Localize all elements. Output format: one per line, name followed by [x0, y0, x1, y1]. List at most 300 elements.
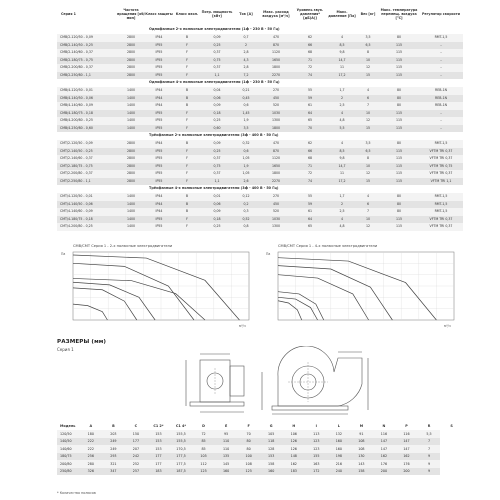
table-cell: 183 [147, 468, 170, 476]
table-cell: IP44 [145, 201, 173, 209]
table-cell: 115 [379, 110, 419, 118]
table-cell: 2800 [117, 42, 145, 50]
table-cell: 14,7 [327, 163, 357, 171]
table-cell: 126 [282, 445, 305, 453]
table-row [57, 178, 463, 186]
dims-header-cell: F [247, 424, 250, 428]
table-cell: F [173, 223, 201, 231]
table-cell: 177 [147, 460, 170, 468]
table-cell: 135 [215, 453, 238, 461]
table-cell: F [173, 72, 201, 80]
table-row [57, 170, 463, 178]
table-cell: 0,8 [233, 223, 259, 231]
table-cell: 7 [418, 438, 441, 446]
table-cell: VFTM TRI 0,37 [419, 170, 463, 178]
table-row [57, 201, 463, 209]
table-cell: IP55 [145, 223, 173, 231]
table-cell: IP55 [145, 148, 173, 156]
table-cell: 0,18 [201, 110, 233, 118]
table-cell: 1300 [259, 117, 293, 125]
table-cell: 4 [327, 34, 357, 42]
dims-header-cell: D [202, 424, 205, 428]
table-cell: 257 [125, 468, 148, 476]
table-cell: 115 [379, 216, 419, 224]
table-cell: F [173, 155, 201, 163]
table-cell: 0,06 [201, 201, 233, 209]
table-cell: 200 [373, 468, 396, 476]
table-cell: 1400 [117, 87, 145, 95]
table-cell: REB-1N [419, 95, 463, 103]
table-cell: 130 [350, 453, 373, 461]
table-cell: 1800 [259, 170, 293, 178]
table-cell: CMT/4-180/75 - 0,18 [57, 216, 117, 224]
table-cell: 68 [293, 155, 327, 163]
table-cell: 870 [259, 148, 293, 156]
table-cell: IP55 [145, 64, 173, 72]
table-cell: 0,75 [201, 57, 233, 65]
table-cell: 153 [147, 445, 170, 453]
table-cell: IP44 [145, 140, 173, 148]
table-cell: 72 [293, 64, 327, 72]
table-cell: IP55 [145, 125, 173, 133]
table-cell: 115 [379, 117, 419, 125]
table-cell: 2,8 [233, 64, 259, 72]
table-row [57, 148, 463, 156]
table-cell: IP55 [145, 42, 173, 50]
table-cell: 1650 [259, 163, 293, 171]
table-cell: 2 [233, 42, 259, 50]
table-cell: 0,01 [201, 193, 233, 201]
table-cell: 7 [357, 102, 379, 110]
spec-header-cell: Макс. давление [Па] [328, 10, 356, 18]
table-cell: 145 [215, 460, 238, 468]
spec-header-cell: Потр. мощность [кВт] [201, 10, 233, 18]
table-cell: 240 [328, 468, 351, 476]
table-cell: 270 [259, 87, 293, 95]
table-cell: 1120 [259, 49, 293, 57]
table-cell: 155 [305, 453, 328, 461]
table-cell: 180 [80, 430, 103, 438]
table-cell: 0,32 [233, 140, 259, 148]
table-cell: 64 [293, 110, 327, 118]
table-row [57, 57, 463, 65]
table-cell: 80 [379, 140, 419, 148]
table-cell: IP44 [145, 102, 173, 110]
table-cell: CMB/4-140/50 - 0,06 [57, 95, 117, 103]
table-cell: 80 [379, 201, 419, 209]
table-cell: 3,5 [357, 34, 379, 42]
table-cell: 8 [357, 49, 379, 57]
chart-4-pole [262, 240, 460, 330]
table-cell: 61 [293, 208, 327, 216]
table-cell: CMT/2-200/80 - 0,37 [57, 170, 117, 178]
dims-header-row [57, 422, 463, 430]
table-cell: 200 [395, 468, 418, 476]
table-cell: 6 [357, 201, 379, 209]
table-cell: 147 [373, 445, 396, 453]
table-cell: REB-1N [419, 87, 463, 95]
table-cell: 252 [125, 460, 148, 468]
table-cell: IP55 [145, 163, 173, 171]
table-cell: F [173, 42, 201, 50]
fan-drawing-icon [178, 346, 386, 418]
table-cell: 115 [379, 148, 419, 156]
table-cell: 0,25 [201, 117, 233, 125]
table-cell: 249 [102, 445, 125, 453]
table-cell: CMT/4-200/80 - 0,25 [57, 223, 117, 231]
table-cell: 147 [395, 445, 418, 453]
table-cell: 2270 [259, 72, 293, 80]
table-cell: 115 [379, 163, 419, 171]
table-cell: 6 [357, 95, 379, 103]
spec-header-cell: Вес [кг] [360, 12, 376, 17]
table-cell: 115 [379, 170, 419, 178]
table-cell: IP55 [145, 72, 173, 80]
table-cell: 9 [418, 453, 441, 461]
dims-header-cell: R [427, 424, 431, 428]
table-cell: 15 [357, 72, 379, 80]
spec-group-title: Трёхфазные 4-х полюсные электродвигатели (3ф - 400 В - 50 Гц) [57, 185, 463, 193]
spec-group-row [57, 26, 463, 34]
table-cell: 249 [102, 438, 125, 446]
table-cell: 5,5 [327, 125, 357, 133]
table-cell: 4 [357, 193, 379, 201]
table-cell: 187,5 [170, 468, 193, 476]
table-cell: 115 [379, 178, 419, 186]
table-cell: 80 [237, 438, 260, 446]
table-cell: 1,7 [327, 87, 357, 95]
table-row [57, 460, 463, 468]
table-cell: 0,37 [201, 49, 233, 57]
table-cell: 2800 [117, 72, 145, 80]
table-cell: 12 [357, 223, 379, 231]
table-cell: B [173, 201, 201, 209]
table-cell: 106 [282, 430, 305, 438]
table-cell: – [419, 42, 463, 50]
table-cell: 140/60 [57, 445, 80, 453]
table-row [57, 140, 463, 148]
table-cell: RMT-1,5 [419, 34, 463, 42]
table-cell: 321 [102, 460, 125, 468]
table-cell: 0,09 [201, 34, 233, 42]
table-cell: RMT-1,5 [419, 140, 463, 148]
table-cell: 7 [357, 208, 379, 216]
dims-header-cell: M [359, 424, 364, 428]
table-row [57, 163, 463, 171]
table-cell: 55 [293, 193, 327, 201]
table-row [57, 102, 463, 110]
table-row [57, 208, 463, 216]
dims-header-cell: A [89, 424, 93, 428]
table-cell: 1,9 [233, 163, 259, 171]
table-cell: 70 [293, 125, 327, 133]
table-cell: VFTM TRI 0,37 [419, 148, 463, 156]
table-cell: CMB/4-140/60 - 0,09 [57, 102, 117, 110]
table-row [57, 193, 463, 201]
table-cell: 9,8 [327, 49, 357, 57]
spec-group-row [57, 132, 463, 140]
table-cell: 177,5 [170, 453, 193, 461]
table-cell: 293 [102, 453, 125, 461]
table-cell: 177,5 [170, 460, 193, 468]
dims-header-cell: L [337, 424, 340, 428]
spec-group-row [57, 185, 463, 193]
table-cell: 0,75 [201, 163, 233, 171]
table-cell: 158 [260, 460, 283, 468]
table-cell: 0,06 [201, 95, 233, 103]
table-cell: 0,52 [233, 216, 259, 224]
spec-header-cell: Уровень звук. давления* [дБ(А)] [296, 8, 324, 20]
table-cell: 11 [327, 64, 357, 72]
table-cell: 123 [305, 438, 328, 446]
table-cell: 0,6 [233, 148, 259, 156]
table-cell: 14,7 [327, 57, 357, 65]
table-cell: 1,9 [233, 117, 259, 125]
dims-header-cell: S [450, 424, 453, 428]
table-cell: CMB/4-120/50 - 0,01 [57, 87, 117, 95]
table-cell: 0,04 [201, 87, 233, 95]
table-row [57, 216, 463, 224]
table-cell: CMB/2-250/80 - 1,1 [57, 72, 117, 80]
table-cell: 0,37 [201, 155, 233, 163]
table-cell: F [173, 117, 201, 125]
table-cell: 0,18 [201, 216, 233, 224]
table-row [57, 117, 463, 125]
table-cell: 71 [293, 57, 327, 65]
dims-header-cell: I [315, 424, 317, 428]
table-cell: 3,5 [357, 140, 379, 148]
table-cell: 160 [215, 468, 238, 476]
table-cell: 128 [260, 445, 283, 453]
table-cell: 4,8 [327, 117, 357, 125]
table-cell: B [173, 208, 201, 216]
table-cell: 2800 [117, 49, 145, 57]
table-cell: 160 [328, 445, 351, 453]
table-cell: 15 [357, 125, 379, 133]
table-row [57, 438, 463, 446]
table-cell: 520 [259, 102, 293, 110]
table-cell: CMT/2-140/60 - 0,37 [57, 155, 117, 163]
table-cell: 61 [293, 102, 327, 110]
table-cell: 85 [192, 445, 215, 453]
table-row [57, 64, 463, 72]
table-cell: IP55 [145, 117, 173, 125]
table-cell: B [173, 87, 201, 95]
table-cell: 222 [80, 445, 103, 453]
table-cell: 2800 [117, 155, 145, 163]
table-cell: IP55 [145, 49, 173, 57]
spec-table [57, 4, 463, 231]
spec-header-row [57, 4, 463, 26]
dims-header-cell: C1 4* [175, 424, 187, 428]
table-cell: CMB/2-200/80 - 0,37 [57, 64, 117, 72]
table-cell: 326 [80, 468, 103, 476]
table-cell: 140/50 [57, 438, 80, 446]
table-cell: 11 [327, 170, 357, 178]
table-cell: 347 [102, 468, 125, 476]
table-cell: 155,5 [170, 430, 193, 438]
spec-header-cell: Ток [А] [239, 12, 253, 17]
table-cell: 66 [293, 42, 327, 50]
dims-header-cell: C [134, 424, 138, 428]
table-cell: 1,05 [233, 155, 259, 163]
table-cell: 172 [305, 468, 328, 476]
dimensions-title: РАЗМЕРЫ (мм) [57, 339, 107, 345]
table-cell: B [173, 95, 201, 103]
table-cell: 12 [357, 170, 379, 178]
table-cell: 112 [192, 460, 215, 468]
table-cell: 0,7 [233, 34, 259, 42]
x-axis-label: м³/ч [444, 324, 451, 328]
table-cell: 242 [125, 453, 148, 461]
table-cell: B [173, 193, 201, 201]
table-row [57, 468, 463, 476]
table-cell: 115 [379, 72, 419, 80]
table-cell: 105 [192, 453, 215, 461]
table-cell: 108 [350, 445, 373, 453]
table-cell: 70 [237, 430, 260, 438]
table-cell: 150 [125, 430, 148, 438]
table-cell: CMT/2-180/75 - 0,75 [57, 163, 117, 171]
table-cell: 62 [293, 34, 327, 42]
table-row [57, 42, 463, 50]
table-cell: 100 [237, 453, 260, 461]
table-cell: 8 [357, 155, 379, 163]
table-cell: 1800 [259, 64, 293, 72]
table-cell: 10 [357, 110, 379, 118]
table-cell: 2800 [117, 57, 145, 65]
table-cell: 1400 [117, 95, 145, 103]
table-cell: 280 [80, 460, 103, 468]
table-cell: VFTM TRI 0,37 [419, 223, 463, 231]
table-cell: IP55 [145, 170, 173, 178]
performance-curve-chart [57, 240, 255, 330]
table-cell: 180/75 [57, 453, 80, 461]
table-row [57, 110, 463, 118]
table-cell: F [173, 170, 201, 178]
table-cell: 4 [327, 110, 357, 118]
table-cell: 108 [237, 460, 260, 468]
table-cell: IP55 [145, 110, 173, 118]
table-cell: 270 [259, 193, 293, 201]
table-cell: 2800 [117, 140, 145, 148]
table-cell: 12 [357, 117, 379, 125]
table-cell: 200/80 [57, 460, 80, 468]
table-cell: 12 [357, 64, 379, 72]
table-cell: 80 [379, 95, 419, 103]
table-cell: 1400 [117, 102, 145, 110]
table-cell: CMB/2-120/50 - 0,09 [57, 34, 117, 42]
table-cell: 0,25 [201, 42, 233, 50]
spec-group-row [57, 79, 463, 87]
table-cell: 1,05 [233, 170, 259, 178]
table-cell: 1400 [117, 125, 145, 133]
table-cell: 95 [215, 430, 238, 438]
table-cell: 222 [80, 438, 103, 446]
table-row [57, 72, 463, 80]
spec-group-title: Трёхфазные 2-х полюсные электродвигатели (3ф - 400 В - 50 Гц) [57, 132, 463, 140]
table-cell: 9,8 [327, 155, 357, 163]
table-cell: 148 [282, 453, 305, 461]
table-row [57, 223, 463, 231]
table-cell: CMB/4-180/75 - 0,18 [57, 110, 117, 118]
dimensions-series-label: Серия 1 [57, 347, 74, 352]
chart-title: CMB/CMT Серия 1 - 2-х полюсные электродвигатели [73, 244, 173, 248]
table-cell: 80 [379, 193, 419, 201]
table-cell: 6,5 [357, 148, 379, 156]
table-cell: 520 [259, 208, 293, 216]
table-cell: 59 [293, 201, 327, 209]
table-cell: 0,09 [201, 140, 233, 148]
table-cell: – [419, 125, 463, 133]
table-cell: – [419, 49, 463, 57]
table-cell: 2,5 [327, 102, 357, 110]
table-cell: 85 [192, 438, 215, 446]
table-cell: IP44 [145, 208, 173, 216]
table-cell: IP44 [145, 193, 173, 201]
table-cell: F [173, 216, 201, 224]
table-cell: 0,2 [233, 201, 259, 209]
table-cell: 115 [379, 64, 419, 72]
table-cell: 1400 [117, 201, 145, 209]
spec-header-cell: Серия 1 [61, 12, 76, 17]
table-cell: 17,2 [327, 178, 357, 186]
spec-group-title: Однофазные 2-х полюсные электродвигатели (1ф - 230 В - 50 Гц) [57, 26, 463, 34]
table-cell: 71 [293, 163, 327, 171]
table-cell: CMT/2-250/80 - 1,1 [57, 178, 117, 186]
table-cell: 250/80 [57, 468, 80, 476]
table-cell: 0,6 [233, 102, 259, 110]
table-cell: 450 [259, 201, 293, 209]
table-cell: 115 [379, 42, 419, 50]
table-cell: 177 [125, 438, 148, 446]
y-axis-label: Па [266, 252, 271, 256]
table-cell: 198 [328, 453, 351, 461]
table-cell: B [173, 34, 201, 42]
table-cell: 110 [215, 438, 238, 446]
table-cell: 143 [350, 460, 373, 468]
table-cell: 115 [379, 155, 419, 163]
table-cell: 108 [350, 438, 373, 446]
table-cell: 4,3 [233, 57, 259, 65]
table-row [57, 49, 463, 57]
table-cell: 9 [418, 460, 441, 468]
table-cell: 2,5 [327, 208, 357, 216]
table-cell: 1400 [117, 193, 145, 201]
spec-header-cell: Макс. расход воздуха [м³/ч] [262, 10, 290, 18]
table-cell: IP55 [145, 178, 173, 186]
table-cell: RMT-1,5 [419, 201, 463, 209]
table-cell: 7 [418, 445, 441, 453]
table-cell: 7,2 [233, 72, 259, 80]
table-cell: 216 [328, 460, 351, 468]
table-cell: 1800 [259, 125, 293, 133]
table-cell: VFTM TRI 0,75 [419, 163, 463, 171]
table-cell: CMB/2-140/50 - 0,25 [57, 42, 117, 50]
table-cell: 120/50 [57, 430, 80, 438]
table-cell: 125 [192, 468, 215, 476]
table-cell: 0,60 [201, 125, 233, 133]
table-cell: 2 [327, 95, 357, 103]
table-cell: 176 [395, 460, 418, 468]
table-cell: 59 [293, 95, 327, 103]
table-cell: – [419, 72, 463, 80]
table-cell: 1400 [117, 110, 145, 118]
table-cell: F [173, 57, 201, 65]
table-cell: 4 [327, 216, 357, 224]
table-cell: 132 [328, 430, 351, 438]
table-cell: F [173, 110, 201, 118]
